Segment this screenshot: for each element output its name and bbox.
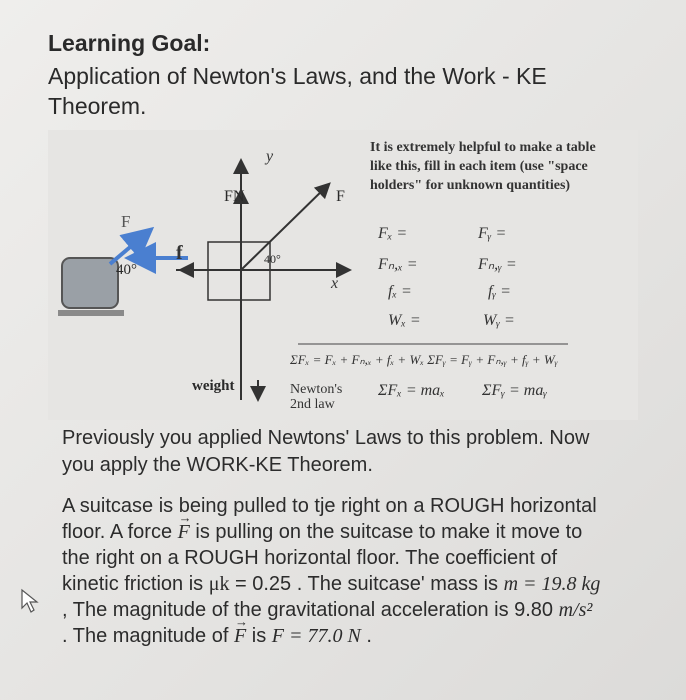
normal-force-label: FN bbox=[224, 188, 245, 205]
problem-text-1: A suitcase is being pulled to tje right on a ROUGH horizontal floor. A force bbox=[62, 495, 597, 543]
weight-label: weight bbox=[192, 378, 235, 394]
y-axis-label: y bbox=[266, 148, 274, 165]
table-frx: fₓ = bbox=[388, 283, 412, 300]
box-force-label: F bbox=[121, 212, 131, 231]
learning-goal-box bbox=[32, 18, 632, 130]
friction-coefficient-symbol: μk bbox=[208, 573, 230, 595]
table-wy: Wᵧ = bbox=[483, 312, 515, 329]
learning-goal-title: Learning Goal: bbox=[48, 30, 211, 56]
force-vector-symbol-2: → F bbox=[234, 623, 246, 649]
table-instruction-note: It is extremely helpful to make a table like this, fill in each item (use "space holders" for unknown quantities) bbox=[370, 140, 596, 193]
problem-text-2: is pulling on the suitcase to make it move to the right on a ROUGH horizontal floor. The coefficient of kinetic friction is bbox=[62, 521, 583, 595]
table-fry: fᵧ = bbox=[488, 283, 511, 300]
table-fy: Fᵧ = bbox=[478, 225, 507, 242]
newton-y-equation: ΣFᵧ = maᵧ bbox=[482, 382, 548, 399]
newton-law-label: Newton's 2nd law bbox=[290, 382, 343, 412]
table-fx: Fₓ = bbox=[378, 225, 408, 242]
box-angle-label: 40° bbox=[116, 262, 137, 278]
newton-x-equation: ΣFₓ = maₓ bbox=[378, 382, 445, 399]
applied-force-label: F bbox=[336, 188, 345, 205]
table-fny: Fₙ,ᵧ = bbox=[478, 256, 517, 273]
x-axis-label: x bbox=[331, 275, 339, 292]
problem-end: . bbox=[366, 625, 372, 647]
previous-note: Previously you applied Newtons' Laws to this problem. Now you apply the WORK-KE Theorem. bbox=[62, 427, 590, 476]
diagram-angle-label: 40° bbox=[264, 252, 281, 266]
sum-of-forces-row: ΣFₓ = Fₓ + Fₙ,ₓ + fₓ + Wₓ ΣFᵧ = Fᵧ + Fₙ,ᵧ + fᵧ + Wᵧ bbox=[290, 352, 558, 367]
suitcase-box bbox=[62, 258, 118, 308]
floor bbox=[58, 310, 124, 316]
force-magnitude: F = 77.0 N bbox=[271, 625, 361, 647]
problem-text-5: is bbox=[251, 625, 267, 647]
problem-statement bbox=[62, 493, 602, 649]
friction-label: f bbox=[176, 242, 183, 264]
friction-coefficient-value: = 0.25 . The suitcase' mass is bbox=[235, 573, 499, 595]
table-wx: Wₓ = bbox=[388, 312, 421, 329]
problem-figure bbox=[48, 130, 638, 420]
problem-text-4: . The magnitude of bbox=[62, 625, 229, 647]
mass-value: m = 19.8 kg bbox=[503, 573, 601, 595]
table-fnx: Fₙ,ₓ = bbox=[378, 256, 418, 273]
applied-force-vector bbox=[241, 185, 328, 270]
learning-goal-text: Application of Newton's Laws, and the Work - KE Theorem. bbox=[48, 63, 547, 119]
gravity-unit: m/s² bbox=[558, 599, 593, 621]
force-vector-symbol: → F bbox=[178, 519, 190, 545]
problem-text-3: , The magnitude of the gravitational acceleration is 9.80 bbox=[62, 599, 554, 621]
cursor-arrow-icon bbox=[20, 588, 40, 614]
